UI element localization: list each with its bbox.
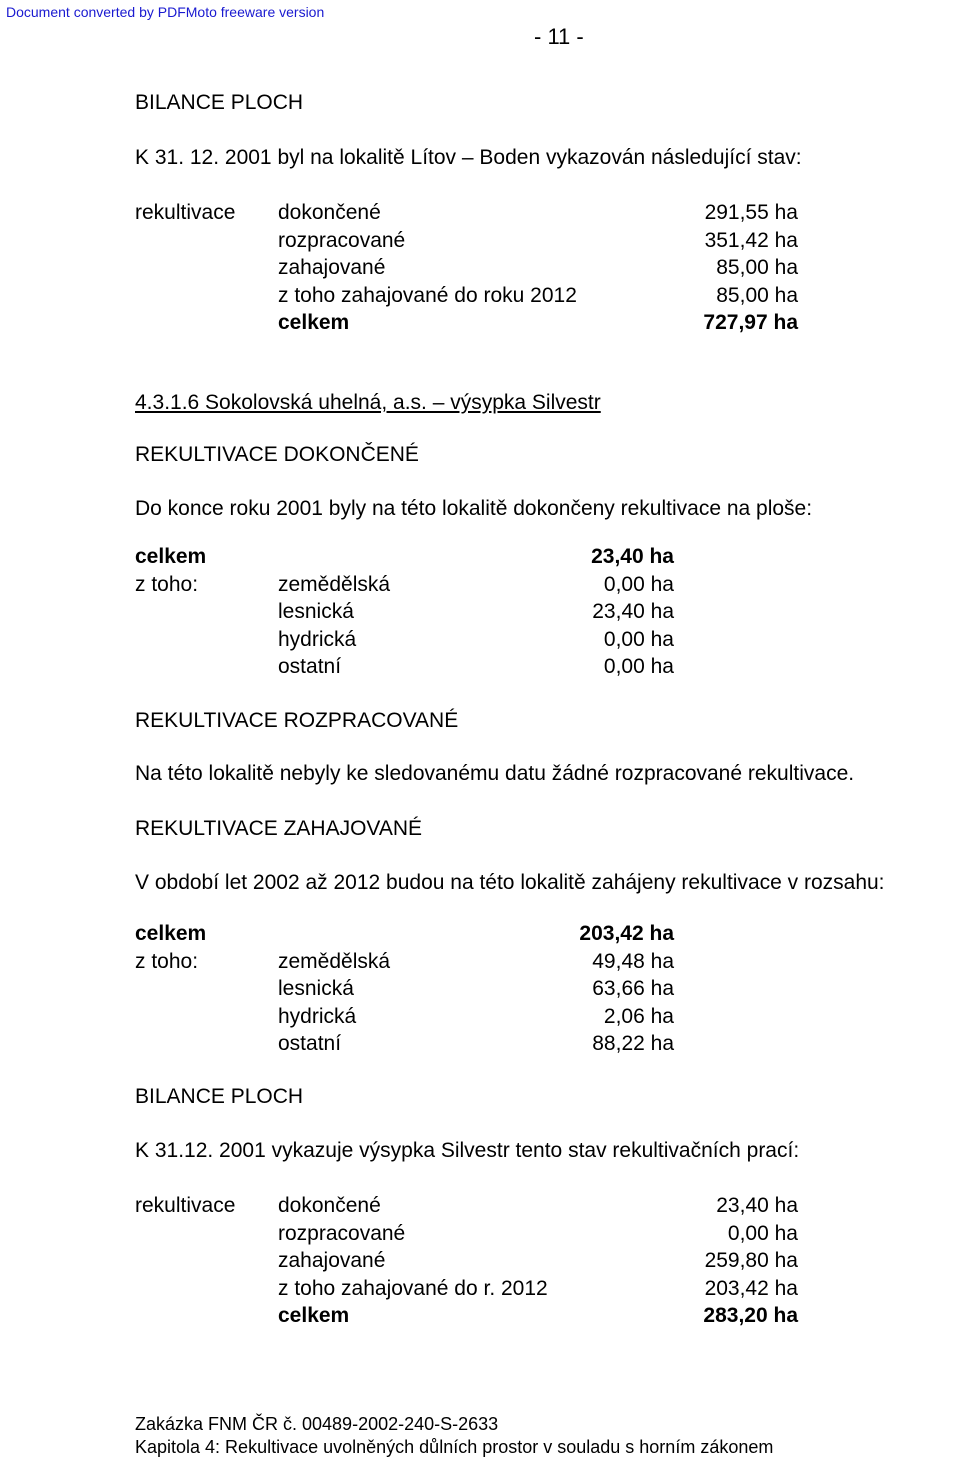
text-rozpracovane: Na této lokalitě nebyly ke sledovanému datu žádné rozpracované rekultivace.	[135, 762, 855, 785]
row-category: zahajované	[278, 256, 386, 279]
footer-line-2: Kapitola 4: Rekultivace uvolněných důlních prostor v souladu s horním zákonem	[135, 1437, 774, 1457]
row-label: celkem	[135, 922, 207, 945]
table-row	[135, 254, 798, 281]
converter-banner: Document converted by PDFMoto freeware version	[6, 4, 325, 20]
row-value: 23,40 ha	[591, 545, 674, 568]
table-row	[135, 1192, 798, 1219]
table-row	[135, 920, 674, 947]
row-category: hydrická	[278, 627, 357, 651]
row-value: 291,55 ha	[704, 201, 798, 224]
row-label: celkem	[135, 545, 207, 568]
table-row	[135, 1275, 798, 1302]
row-value: 0,00 ha	[603, 655, 674, 678]
footer-line-1: Zakázka FNM ČR č. 00489-2002-240-S-2633	[135, 1414, 499, 1434]
row-value: 85,00 ha	[716, 283, 798, 307]
table-row	[135, 199, 798, 226]
row-category: hydrická	[278, 1004, 357, 1028]
row-value: 727,97 ha	[703, 311, 798, 334]
row-category: ostatní	[278, 655, 342, 678]
section-title: 4.3.1.6 Sokolovská uhelná, a.s. – výsypka Silvestr	[135, 391, 601, 414]
row-value: 0,00 ha	[727, 1221, 798, 1245]
row-category: z toho zahajované do r. 2012	[278, 1276, 548, 1300]
table-row	[135, 653, 674, 680]
row-value: 203,42 ha	[579, 922, 674, 945]
row-label: rekultivace	[135, 201, 236, 224]
row-category: lesnická	[278, 977, 354, 1000]
intro-bilance-1: K 31. 12. 2001 byl na lokalitě Lítov – Boden vykazován následující stav:	[135, 146, 802, 169]
row-category: celkem	[278, 1304, 350, 1327]
heading-dokoncene: REKULTIVACE DOKONČENÉ	[135, 443, 419, 466]
row-value: 49,48 ha	[592, 949, 674, 973]
row-value: 0,00 ha	[603, 627, 674, 651]
row-category: rozpracované	[278, 1221, 406, 1245]
row-category: ostatní	[278, 1032, 342, 1055]
table-row	[135, 1220, 798, 1247]
row-category: dokončené	[278, 201, 381, 224]
table-row	[135, 571, 674, 598]
table-row	[135, 1003, 674, 1030]
table-row	[135, 975, 674, 1002]
table-row	[135, 1302, 798, 1329]
row-label: rekultivace	[135, 1194, 236, 1217]
heading-bilance-2: BILANCE PLOCH	[135, 1085, 304, 1108]
heading-zahajovane: REKULTIVACE ZAHAJOVANÉ	[135, 817, 423, 840]
table-row	[135, 282, 798, 309]
table-row	[135, 1247, 798, 1274]
row-category: zemědělská	[278, 949, 391, 973]
row-value: 283,20 ha	[703, 1304, 798, 1327]
row-value: 203,42 ha	[704, 1276, 798, 1300]
row-category: zemědělská	[278, 572, 391, 596]
intro-bilance-2: K 31.12. 2001 vykazuje výsypka Silvestr tento stav rekultivačních prací:	[135, 1139, 800, 1162]
table-row	[135, 626, 674, 653]
row-value: 85,00 ha	[716, 256, 798, 279]
row-value: 351,42 ha	[704, 228, 798, 252]
row-category: dokončené	[278, 1194, 381, 1217]
row-category: celkem	[278, 311, 350, 334]
row-value: 88,22 ha	[592, 1032, 674, 1055]
row-value: 259,80 ha	[704, 1249, 798, 1272]
intro-dokoncene: Do konce roku 2001 byly na této lokalitě dokončeny rekultivace na ploše:	[135, 497, 813, 520]
row-value: 23,40 ha	[716, 1194, 798, 1217]
row-value: 23,40 ha	[592, 600, 674, 623]
intro-zahajovane: V období let 2002 až 2012 budou na této lokalitě zahájeny rekultivace v rozsahu:	[135, 871, 885, 894]
row-value: 2,06 ha	[603, 1004, 674, 1028]
table-row	[135, 948, 674, 975]
row-label: z toho:	[135, 949, 199, 973]
table-row	[135, 598, 674, 625]
row-value: 63,66 ha	[592, 977, 674, 1000]
row-category: lesnická	[278, 600, 354, 623]
table-row	[135, 227, 798, 254]
heading-bilance-1: BILANCE PLOCH	[135, 91, 304, 114]
table-row	[135, 1030, 674, 1057]
row-category: rozpracované	[278, 228, 406, 252]
row-label: z toho:	[135, 572, 199, 596]
row-value: 0,00 ha	[603, 572, 674, 596]
table-row	[135, 543, 674, 570]
page-number: - 11 -	[534, 24, 584, 49]
row-category: zahajované	[278, 1249, 386, 1272]
row-category: z toho zahajované do roku 2012	[278, 283, 577, 307]
table-row	[135, 309, 798, 336]
heading-rozpracovane: REKULTIVACE ROZPRACOVANÉ	[135, 709, 459, 732]
